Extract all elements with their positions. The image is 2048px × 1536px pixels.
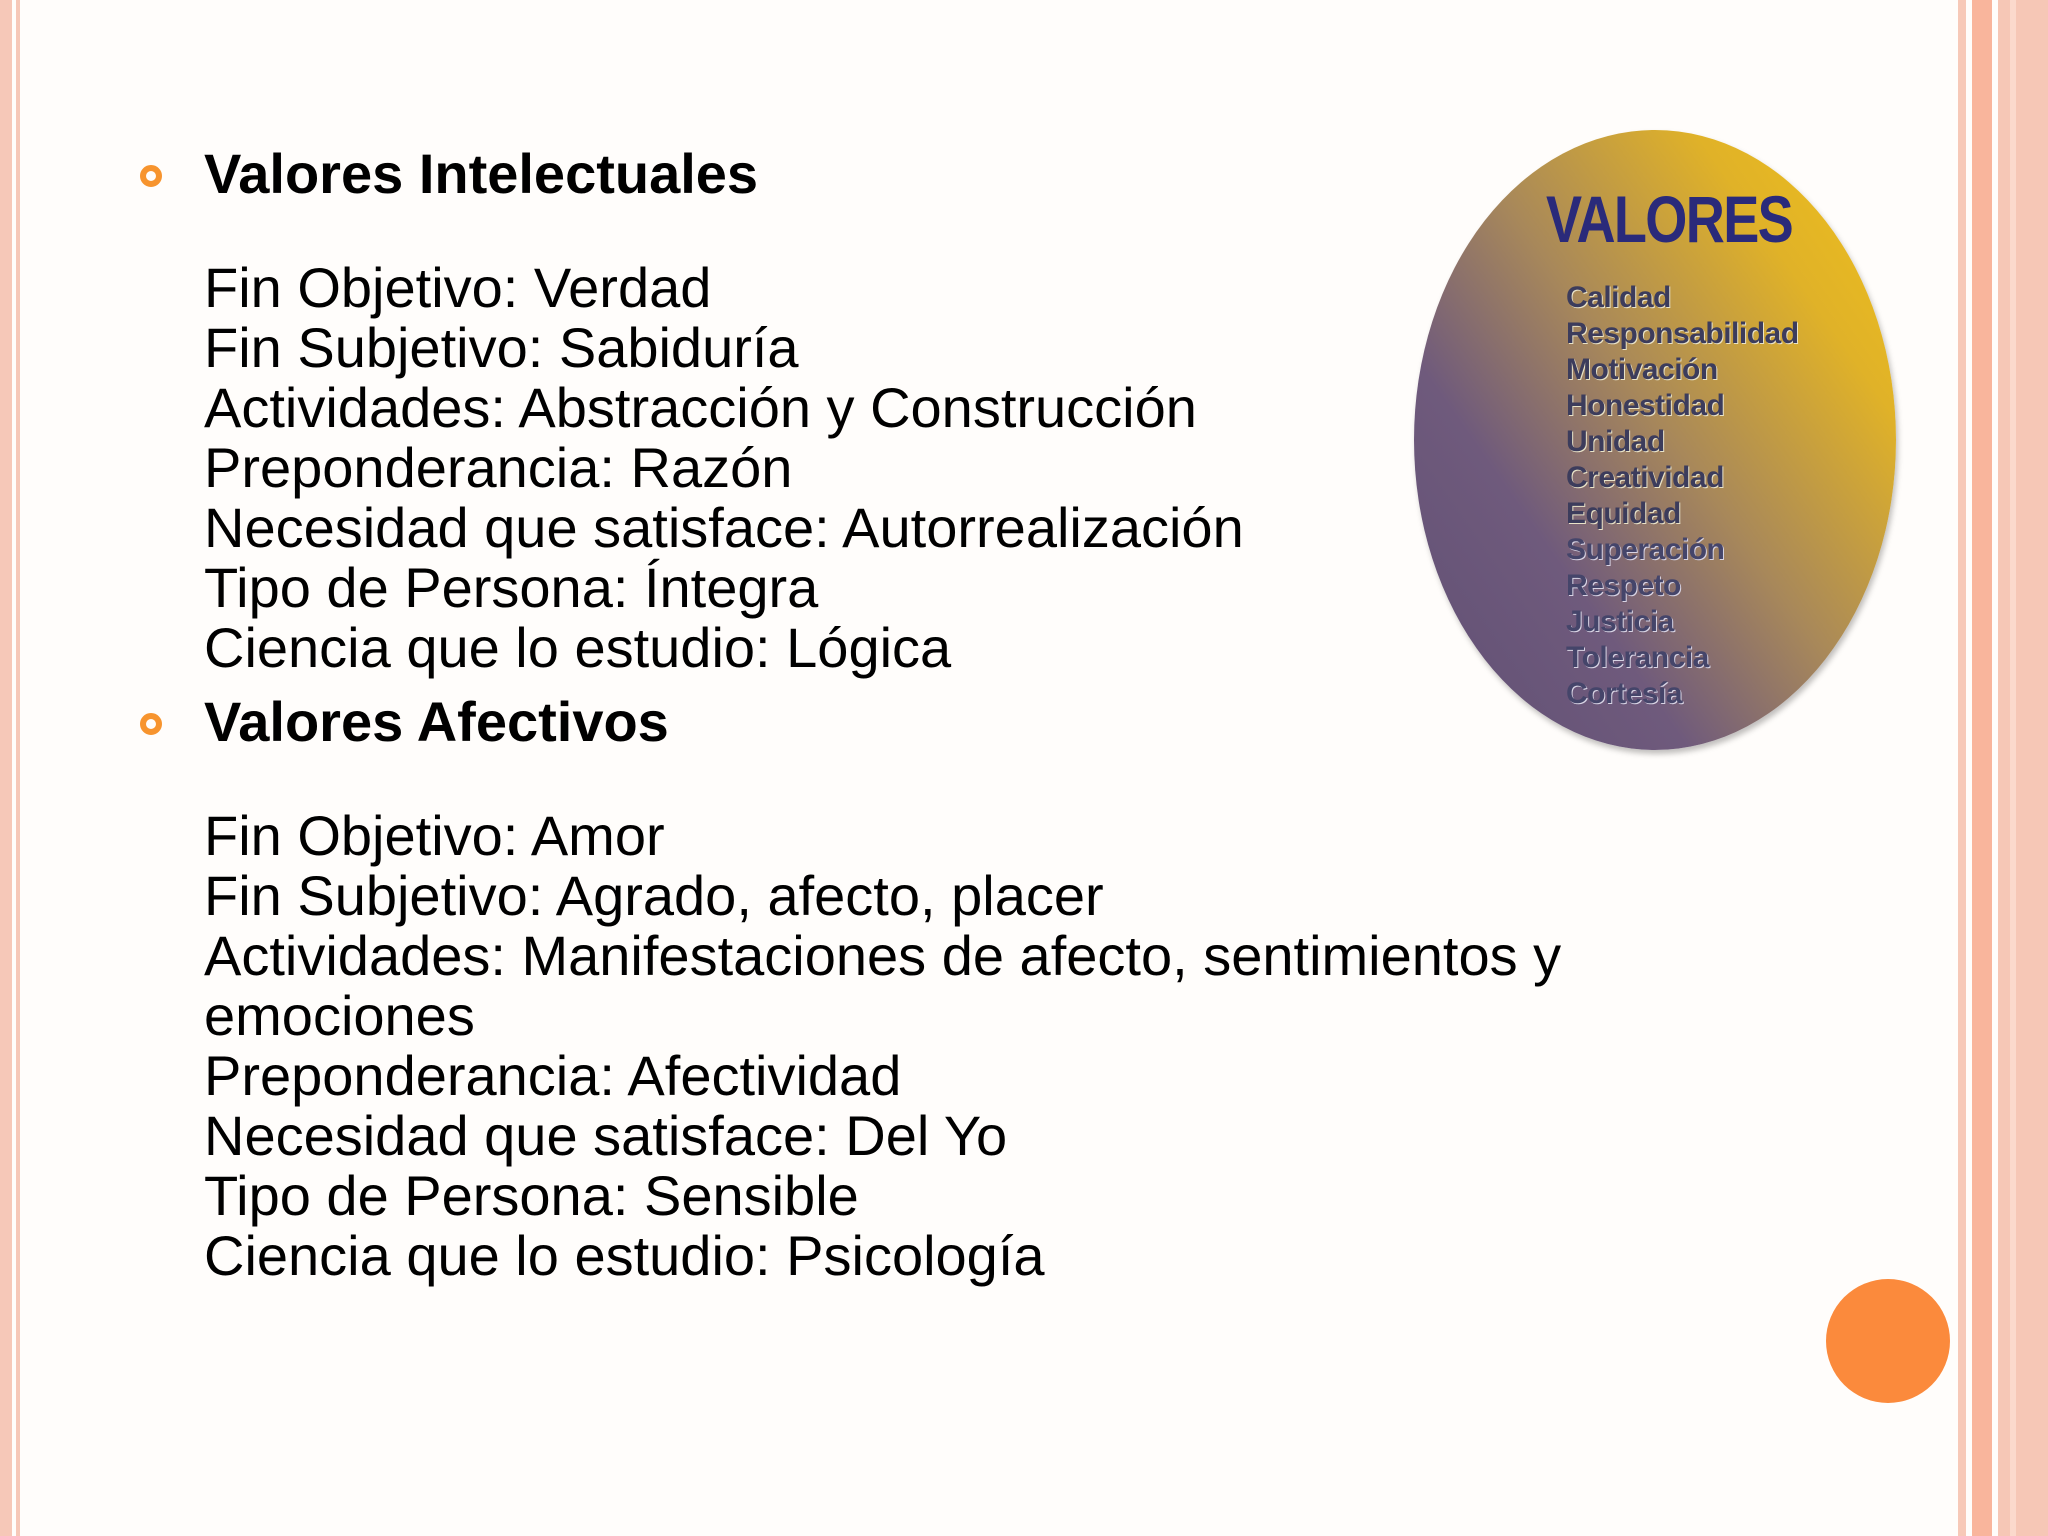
- text-line: Necesidad que satisface: Autorrealización: [204, 496, 1244, 559]
- text-line: Necesidad que satisface: Del Yo: [204, 1104, 1008, 1167]
- left-border-decoration: [0, 0, 12, 1536]
- section-heading: Valores Afectivos: [204, 690, 669, 753]
- valores-item: Tolerancia: [1566, 641, 1709, 674]
- section-lines: [204, 806, 1764, 1286]
- text-line: Tipo de Persona: Íntegra: [204, 556, 819, 619]
- text-line: Preponderancia: Afectividad: [204, 1044, 902, 1107]
- valores-item: Unidad: [1566, 425, 1665, 458]
- valores-oval: [1414, 130, 1896, 750]
- text-line: Fin Subjetivo: Agrado, afecto, placer: [204, 864, 1104, 927]
- valores-item: Honestidad: [1566, 389, 1725, 422]
- valores-item: Calidad: [1566, 281, 1671, 314]
- text-line: Tipo de Persona: Sensible: [204, 1164, 859, 1227]
- section-heading: Valores Intelectuales: [204, 142, 759, 205]
- valores-title: VALORES: [1546, 182, 1793, 256]
- right-border-highlight: [2010, 0, 2016, 1536]
- valores-oval-image: [1414, 110, 1908, 764]
- text-line: Fin Objetivo: Verdad: [204, 256, 712, 319]
- orange-circle-decoration: [1826, 1279, 1950, 1403]
- text-line: Actividades: Manifestaciones de afecto, sentimientos y emociones: [204, 924, 1562, 1047]
- valores-item: Responsabilidad: [1566, 317, 1799, 350]
- text-line: Fin Objetivo: Amor: [204, 804, 665, 867]
- valores-item: Respeto: [1566, 569, 1681, 602]
- valores-item: Superación: [1566, 533, 1725, 566]
- text-line: Ciencia que lo estudio: Psicología: [204, 1224, 1045, 1287]
- right-border-decoration: [1998, 0, 2048, 1536]
- text-line: Fin Subjetivo: Sabiduría: [204, 316, 799, 379]
- text-line: Ciencia que lo estudio: Lógica: [204, 616, 952, 679]
- valores-item: Cortesía: [1566, 677, 1683, 710]
- right-border-line: [1958, 0, 1966, 1536]
- right-border-band: [1972, 0, 1992, 1536]
- text-line: Preponderancia: Razón: [204, 436, 793, 499]
- bullet-circle-icon: [140, 165, 162, 187]
- section-valores-afectivos: [140, 686, 1740, 1286]
- left-border-line: [16, 0, 20, 1536]
- valores-list: [1566, 280, 1799, 712]
- valores-item: Justicia: [1566, 605, 1674, 638]
- bullet-circle-icon: [140, 713, 162, 735]
- valores-item: Motivación: [1566, 353, 1718, 386]
- valores-item: Creatividad: [1566, 461, 1724, 494]
- text-line: Actividades: Abstracción y Construcción: [204, 376, 1197, 439]
- valores-item: Equidad: [1566, 497, 1681, 530]
